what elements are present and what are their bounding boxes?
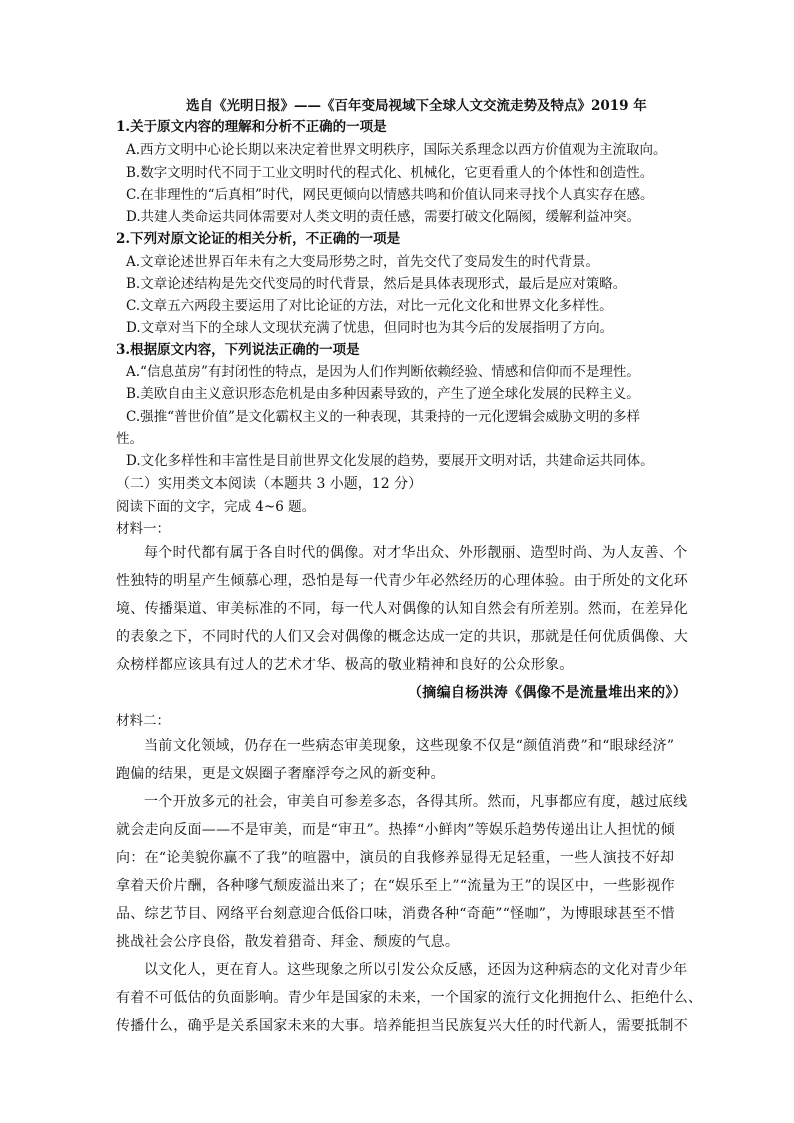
question-1-stem: 1.关于原文内容的理解和分析不正确的一项是: [116, 119, 387, 135]
question-3-stem: 3.根据原文内容，下列说法正确的一项是: [116, 342, 360, 358]
question-2-stem: 2.下列对原文论证的相关分析，不正确的一项是: [116, 231, 401, 247]
material-1-label: 材料一：: [116, 521, 170, 537]
question-1-option-a: A.西方文明中心论长期以来决定着世界文明秩序，国际关系理念以西方价值观为主流取向。: [126, 142, 667, 158]
material-2-line: 就会走向反面——不是审美，而是“审丑”。热捧“小鲜肉”等娱乐趋势传递出让人担忧的倾: [116, 822, 675, 838]
question-2-option-a: A.文章论述世界百年未有之大变局形势之时，首先交代了变局发生的时代背景。: [126, 254, 600, 270]
question-1-option-d: D.共建人类命运共同体需要对人类文明的责任感，需要打破文化隔阂，缓解利益冲突。: [126, 209, 641, 225]
material-2-label: 材料二：: [116, 713, 170, 729]
material-1-line: 性独特的明星产生倾慕心理，恐怕是每一代青少年必然经历的心理体验。由于所处的文化环: [116, 573, 688, 589]
question-3-option-c-continued: 性。: [116, 431, 143, 447]
question-3-option-c: C.强推“普世价值”是文化霸权主义的一种表现，其秉持的一元化逻辑会威胁文明的多样: [126, 409, 640, 425]
question-3-option-d: D.文化多样性和丰富性是目前世界文化发展的趋势，要展开文明对话，共建命运共同体。: [126, 453, 654, 469]
material-1-line: 众榜样都应该具有过人的艺术才华、极高的敬业精神和良好的公众形象。: [116, 657, 574, 673]
material-1-citation: （摘编自杨洪涛《偶像不是流量堆出来的》）: [408, 685, 687, 701]
question-2-option-b: B.文章论述结构是先交代变局的时代背景，然后是具体表现形式，最后是应对策略。: [126, 276, 627, 292]
material-2-line: 拿着天价片酬，各种嗲气颓废溢出来了；在“娱乐至上”“流量为王”的误区中，一些影视作: [116, 878, 675, 894]
section-title: （二）实用类文本阅读（本题共 3 小题，12 分）: [116, 476, 423, 492]
question-2-option-c: C.文章五六两段主要运用了对比论证的方法，对比一元化文化和世界文化多样性。: [126, 298, 613, 314]
instruction-text: 阅读下面的文字，完成 4~6 题。: [116, 499, 316, 515]
material-1-line: 境、传播渠道、审美标准的不同，每一代人对偶像的认知自然会有所差别。然而，在差异化: [116, 601, 688, 617]
material-1-line: 每个时代都有属于各自时代的偶像。对才华出众、外形靓丽、造型时尚、为人友善、个: [144, 545, 688, 561]
material-2-line: 挑战社会公序良俗，散发着猎奇、拜金、颓废的气息。: [116, 934, 460, 950]
question-1-option-b: B.数字文明时代不同于工业文明时代的程式化、机械化，它更看重人的个体性和创造性。: [126, 165, 654, 181]
material-2-line: 当前文化领域，仍存在一些病态审美现象，这些现象不仅是“颜值消费”和“眼球经济”: [144, 738, 675, 754]
question-1-option-c: C.在非理性的“后真相”时代，网民更倾向以情感共鸣和价值认同来寻找个人真实存在感。: [126, 187, 654, 203]
material-2-line: 以文化人，更在育人。这些现象之所以引发公众反感，还因为这种病态的文化对青少年: [144, 962, 688, 978]
question-3-option-a: A.“信息茧房”有封闭性的特点，是因为人们作判断依赖经验、情感和信仰而不是理性。: [126, 364, 640, 380]
source-line: 选自《光明日报》——《百年变局视域下全球人文交流走势及特点》2019 年: [186, 98, 647, 114]
material-2-line: 有着不可低估的负面影响。青少年是国家的未来，一个国家的流行文化拥抱什么、拒绝什么、: [116, 990, 703, 1006]
material-2-line: 传播什么，确乎是关系国家未来的大事。培养能担当民族复兴大任的时代新人，需要抵制不: [116, 1018, 688, 1034]
question-3-option-b: B.美欧自由主义意识形态危机是由多种因素导致的，产生了逆全球化发展的民粹主义。: [126, 386, 640, 402]
material-1-line: 的表象之下，不同时代的人们又会对偶像的概念达成一定的共识，那就是任何优质偶像、大: [116, 629, 688, 645]
material-2-line: 跑偏的结果，更是文娱圈子奢靡浮夸之风的新变种。: [116, 766, 445, 782]
material-2-line: 一个开放多元的社会，审美自可参差多态，各得其所。然而，凡事都应有度，越过底线: [144, 794, 688, 810]
material-2-line: 品、综艺节目、网络平台刻意迎合低俗口味，消费各种“奇葩”“怪咖”，为博眼球甚至不惜: [116, 906, 675, 922]
material-2-line: 向：在“论美貌你赢不了我”的喧嚣中，演员的自我修养显得无足轻重，一些人演技不好却: [116, 850, 675, 866]
question-2-option-d: D.文章对当下的全球人文现状充满了忧患，但同时也为其今后的发展指明了方向。: [126, 320, 614, 336]
